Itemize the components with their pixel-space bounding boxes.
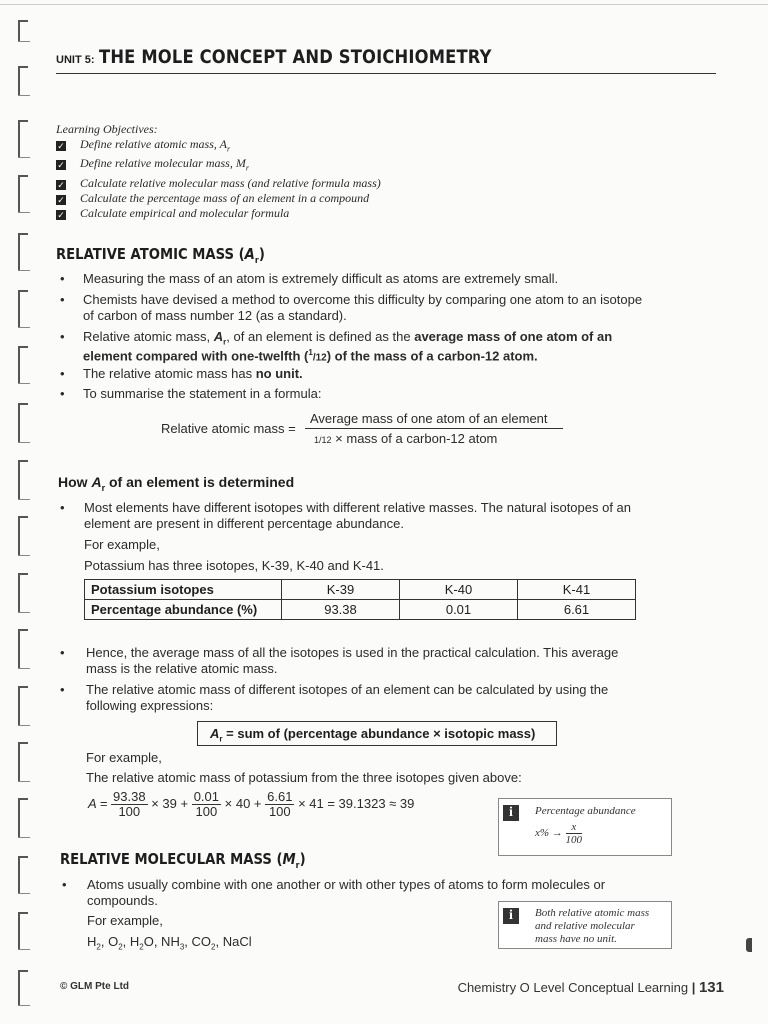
ram-bullet-5: To summarise the statement in a formula:: [83, 386, 322, 401]
table-cell: K-39: [282, 580, 400, 600]
checkbox-checked-icon: ✓: [57, 179, 65, 190]
learning-objectives: [56, 122, 616, 221]
info-icon: i: [503, 805, 519, 821]
bullet-icon: •: [60, 271, 65, 286]
rmm-formulas: $H_2$, $O_2$, $H_2O$, $NH_3$, $CO_2$, NaCl: [87, 934, 252, 952]
bullet-icon: •: [60, 682, 65, 697]
table-row: [85, 580, 636, 600]
note-line: Percentage abundance: [535, 805, 636, 817]
table-cell: Percentage abundance (%): [85, 600, 282, 620]
checkbox-checked-icon: ✓: [57, 194, 65, 205]
percentage-abundance-note: [498, 798, 672, 856]
how-p1: Most elements have different isotopes with different relative masses. The natural isotopes of an: [84, 500, 632, 515]
page-number: 131: [698, 979, 724, 996]
no-unit-note: [498, 901, 672, 949]
rmm-heading: RELATIVE MOLECULAR MASS $(M_r)$: [60, 850, 306, 871]
bullet-icon: •: [60, 500, 65, 515]
bullet-icon: •: [60, 645, 65, 660]
header-rule: [56, 73, 716, 74]
table-cell: K-40: [400, 580, 518, 600]
unit-title: THE MOLE CONCEPT AND STOICHIOMETRY: [98, 46, 492, 68]
ex1: For example,: [86, 750, 162, 765]
footer-right: Chemistry O Level Conceptual Learning | 131: [457, 979, 724, 996]
formula-denominator: 1/12 × mass of a carbon-12 atom: [314, 431, 498, 446]
bullet-icon: •: [60, 329, 65, 344]
how-p4: Potassium has three isotopes, K-39, K-40 and K-41.: [84, 558, 384, 573]
unit-prefix: UNIT 5:: [56, 54, 95, 66]
objective-item: ✓ Calculate empirical and molecular formula: [57, 205, 290, 220]
objective-item: ✓ Calculate relative molecular mass (and relative formula mass): [57, 175, 381, 190]
rmm-p2: compounds.: [87, 893, 158, 908]
ram-bullet-2b: of carbon of mass number 12 (as a standard).: [83, 308, 347, 323]
objective-item: ✓ Define relative molecular mass, $M_r$: [57, 156, 249, 173]
info-icon: i: [503, 908, 519, 924]
checkbox-checked-icon: ✓: [57, 160, 65, 171]
how-p3: For example,: [84, 537, 160, 552]
formula-label: Relative atomic mass =: [161, 421, 296, 436]
ram-bullet-3b: element compared with one-twelfth ($^1$/12) of the mass of a carbon-12 atom.: [83, 348, 538, 364]
note-line: Both relative atomic mass: [535, 907, 650, 919]
ram-bullet-1: Measuring the mass of an atom is extremely difficult as atoms are extremely small.: [83, 271, 559, 286]
isotope-table: [84, 579, 636, 620]
how-p2: element are present in different percentage abundance.: [84, 516, 404, 531]
ex2: The relative atomic mass of potassium from the three isotopes given above:: [86, 770, 522, 785]
checkbox-checked-icon: ✓: [57, 141, 65, 151]
formula-numerator: Average mass of one atom of an element: [310, 411, 548, 426]
table-cell: 6.61: [518, 600, 636, 620]
footer-left: © GLM Pte Ltd: [60, 981, 130, 992]
table-cell: 93.38: [282, 600, 400, 620]
how-b2b: mass is the relative atomic mass.: [86, 661, 278, 676]
top-rule: [0, 4, 768, 5]
ram-heading: RELATIVE ATOMIC MASS $(A_r)$: [56, 245, 265, 266]
objective-item: ✓ Calculate the percentage mass of an element in a compound: [57, 190, 370, 205]
objectives-title: Learning Objectives:: [56, 122, 158, 136]
how-b3b: following expressions:: [86, 698, 214, 713]
objective-item: ✓ Define relative atomic mass, $A_r$: [57, 137, 231, 154]
note-formula: x% → $\frac{x}{100}$: [535, 821, 583, 846]
table-row: [85, 600, 636, 620]
rmm-p1: Atoms usually combine with one another or with other types of atoms to form molecules or: [87, 877, 606, 892]
how-b2a: Hence, the average mass of all the isotopes is used in the practical calculation. This average: [86, 645, 619, 660]
formula-fraction-line: [305, 428, 563, 429]
bullet-icon: •: [60, 386, 65, 401]
table-cell: Potassium isotopes: [85, 580, 282, 600]
note-line: and relative molecular: [535, 920, 635, 932]
rmm-p3: For example,: [87, 913, 163, 928]
how-b3a: The relative atomic mass of different isotopes of an element can be calculated by using the: [86, 682, 609, 697]
ar-calculation: A = $\frac{93.38}{100}$ × 39 + $\frac{0.01}{100}$ × 40 + $\frac{6.61}{100}$ × 41 = 39.1323 ≈ 39: [88, 789, 415, 819]
how-heading: How $A_r$ of an element is determined: [58, 474, 295, 493]
table-cell: 0.01: [400, 600, 518, 620]
bullet-icon: •: [60, 292, 65, 307]
ram-bullet-2a: Chemists have devised a method to overcome this difficulty by comparing one atom to an isotope: [83, 292, 643, 307]
ar-formula-box: $A_r$ = sum of (percentage abundance × isotopic mass): [197, 721, 557, 746]
table-cell: K-41: [518, 580, 636, 600]
edge-tab-mark: [746, 938, 752, 952]
ram-bullet-3a: Relative atomic mass, $A_r$, of an element is defined as the average mass of one atom of an: [83, 329, 613, 347]
bullet-icon: •: [62, 877, 67, 892]
bullet-icon: •: [60, 366, 65, 381]
ram-bullet-4: The relative atomic mass has no unit.: [83, 366, 303, 381]
note-line: mass have no unit.: [535, 933, 617, 945]
checkbox-checked-icon: ✓: [57, 209, 65, 220]
unit-header: [56, 46, 556, 68]
